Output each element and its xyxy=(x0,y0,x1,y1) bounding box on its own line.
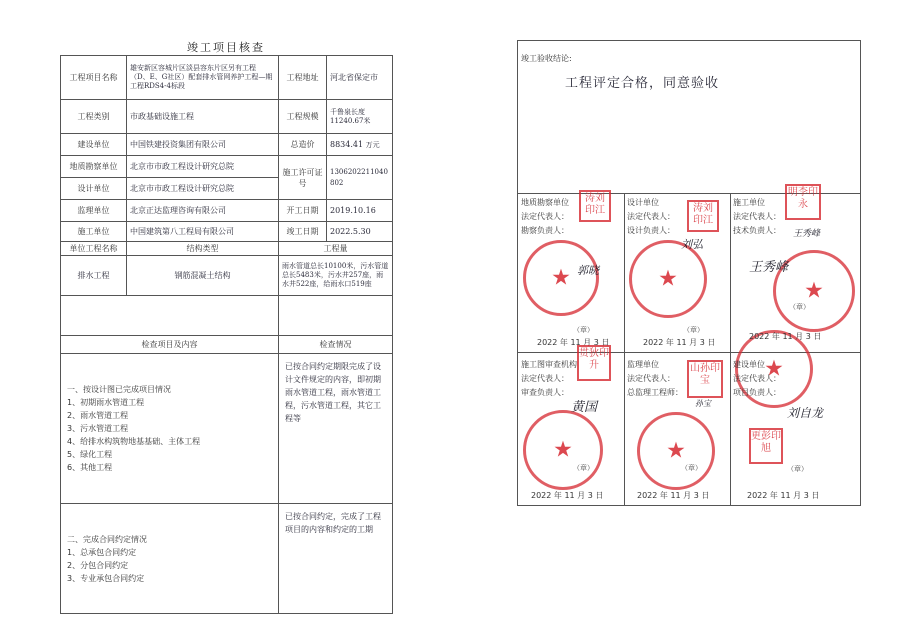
conclusion-value: 工程评定合格，同意验收 xyxy=(565,76,720,91)
design-company-seal: ★ xyxy=(629,240,707,318)
project-info-table xyxy=(60,55,393,614)
contractor-label: 施工单位 xyxy=(61,222,127,242)
design-legal-label: 法定代表人： xyxy=(627,212,675,221)
survey-date: 2022 年 11 月 3 日 xyxy=(537,338,610,347)
total-unit: 万元 xyxy=(365,140,380,149)
review-legal-label: 法定代表人： xyxy=(521,374,569,383)
address-value: 河北省保定市 xyxy=(327,56,393,100)
design-lead-signature: 刘弘 xyxy=(681,238,703,251)
construct-legal-signature: 王秀峰 xyxy=(749,260,789,275)
section1-items xyxy=(61,354,279,504)
design-unit-title: 设计单位 xyxy=(627,198,659,207)
section2-item: 2、分包合同约定 xyxy=(67,560,129,570)
survey-zhang: （章） xyxy=(573,326,594,334)
type-label: 工程类别 xyxy=(61,100,127,134)
check-status-header: 检查情况 xyxy=(279,336,393,354)
total-value: 8834.41 xyxy=(330,139,364,149)
survey-lead-label: 勘察负责人： xyxy=(521,226,569,235)
construct-unit-block xyxy=(733,196,781,238)
review-personal-seal: 贯狄印升 xyxy=(577,345,611,381)
section1-status: 已按合同约定期限完成了设计文件规定的内容，即初期雨水管道工程，雨水管道工程，污水管道工程，其它工程等 xyxy=(279,354,393,504)
build-unit-block xyxy=(733,358,781,400)
section2-item: 3、专业承包合同约定 xyxy=(67,573,145,583)
project-name-label: 工程项目名称 xyxy=(61,56,127,100)
permit-label: 施工许可证号 xyxy=(279,156,327,200)
quantity-value: 雨水管道总长10100米，污水管道总长5483米，污水井257座，雨水井522座，给雨水口519座 xyxy=(279,256,393,296)
build-unit-title: 建设单位 xyxy=(733,360,765,369)
construct-zhang: （章） xyxy=(789,303,810,311)
build-lead-label: 项目负责人： xyxy=(733,388,781,397)
design-zhang: （章） xyxy=(683,326,704,334)
supervisor-value: 北京正达监理咨询有限公司 xyxy=(127,200,279,222)
survey-personal-seal: 涛刘印江 xyxy=(579,190,611,222)
project-verification-form xyxy=(58,37,394,617)
finish-label: 竣工日期 xyxy=(279,222,327,242)
acceptance-conclusion-form xyxy=(517,40,861,506)
review-date: 2022 年 11 月 3 日 xyxy=(531,491,604,500)
build-date: 2022 年 11 月 3 日 xyxy=(747,491,820,500)
survey-legal-label: 法定代表人： xyxy=(521,212,569,221)
review-lead-label: 审查负责人： xyxy=(521,388,569,397)
finish-value: 2022.5.30 xyxy=(327,222,393,242)
type-value: 市政基础设施工程 xyxy=(127,100,279,134)
scale-value: 千鲁泉长度11240.67米 xyxy=(327,100,393,134)
scale-label: 工程规模 xyxy=(279,100,327,134)
section1-item: 6、其他工程 xyxy=(67,463,113,472)
survey-lead-signature: 郭晓 xyxy=(577,264,599,277)
section1-item: 4、给排水构筑物地基基础、主体工程 xyxy=(67,437,201,446)
structure-label: 结构类型 xyxy=(127,242,279,256)
construct-personal-seal: 明李印永 xyxy=(785,184,821,220)
contractor-value: 中国建筑第八工程局有限公司 xyxy=(127,222,279,242)
section1-item: 3、污水管道工程 xyxy=(67,424,129,433)
construct-unit-title: 施工单位 xyxy=(733,198,765,207)
supervise-personal-seal: 山孙印宝 xyxy=(687,360,723,398)
start-label: 开工日期 xyxy=(279,200,327,222)
build-legal-label: 法定代表人： xyxy=(733,374,781,383)
design-date: 2022 年 11 月 3 日 xyxy=(643,338,716,347)
section2-item: 1、总承包合同约定 xyxy=(67,547,137,557)
section1-item: 2、雨水管道工程 xyxy=(67,411,129,420)
design-label: 设计单位 xyxy=(61,178,127,200)
design-unit-block xyxy=(627,196,675,238)
section2-items xyxy=(61,504,279,614)
builder-label: 建设单位 xyxy=(61,134,127,156)
build-zhang: （章） xyxy=(787,465,808,473)
survey-company-seal: ★ xyxy=(523,240,599,316)
survey-value: 北京市市政工程设计研究总院 xyxy=(127,156,279,178)
quantity-label: 工程量 xyxy=(279,242,393,256)
section1-heading: 一、按设计图已完成项目情况 xyxy=(67,385,171,394)
design-lead-label: 设计负责人： xyxy=(627,226,675,235)
review-lead-signature: 黄国 xyxy=(571,400,598,415)
total-label: 总造价 xyxy=(279,134,327,156)
section2-heading: 二、完成合同约定情况 xyxy=(67,534,147,544)
survey-label: 地质勘察单位 xyxy=(61,156,127,178)
builder-value: 中国铁建投资集团有限公司 xyxy=(127,134,279,156)
review-zhang: （章） xyxy=(573,464,594,472)
supervise-legal-label: 法定代表人： xyxy=(627,374,675,383)
review-org-seal: ★ xyxy=(523,410,603,490)
design-value: 北京市市政工程设计研究总院 xyxy=(127,178,279,200)
section1-item: 5、绿化工程 xyxy=(67,450,113,459)
review-unit-title: 施工图审查机构 xyxy=(521,360,577,369)
build-company-seal: ★ xyxy=(735,330,813,408)
review-unit-block xyxy=(521,358,577,400)
design-personal-seal: 涛刘印江 xyxy=(687,200,719,232)
structure-value: 钢筋混凝土结构 xyxy=(127,256,279,296)
survey-unit-block xyxy=(521,196,569,238)
construction-company-seal: ★ xyxy=(773,250,855,332)
supervisor-label: 监理单位 xyxy=(61,200,127,222)
check-items-header: 检查项目及内容 xyxy=(61,336,279,354)
supervision-company-seal: ★ xyxy=(637,412,715,490)
construct-legal-label: 法定代表人： xyxy=(733,212,781,221)
project-name-value: 雄安新区容城片区淡县容东片区另有工程（D、E、G社区）配套排水管网养护工程—期工程RDS4-4标段 xyxy=(127,56,279,100)
conclusion-label: 竣工验收结论: xyxy=(521,54,572,63)
start-value: 2019.10.16 xyxy=(327,200,393,222)
supervise-date: 2022 年 11 月 3 日 xyxy=(637,491,710,500)
build-personal-seal: 更彭印旭 xyxy=(749,428,783,464)
supervise-unit-block xyxy=(627,358,683,400)
section2-status: 已按合同约定，完成了工程项目的内容和约定的工期 xyxy=(279,504,393,614)
survey-unit-title: 地质勘察单位 xyxy=(521,198,569,207)
permit-value: 1306202211040802 xyxy=(327,156,393,200)
construct-lead-label: 技术负责人： xyxy=(733,226,781,235)
build-lead-signature: 刘自龙 xyxy=(787,406,824,420)
section1-item: 1、初期雨水管道工程 xyxy=(67,398,145,407)
supervise-zhang: （章） xyxy=(681,464,702,472)
construct-date: 2022 年 11 月 3 日 xyxy=(749,332,822,341)
unit-project-label: 单位工程名称 xyxy=(61,242,127,256)
construct-lead-signature: 王秀峰 xyxy=(793,229,821,239)
supervise-lead-signature: 孙宝 xyxy=(695,399,711,408)
supervise-unit-title: 监理单位 xyxy=(627,360,659,369)
form-title: 竣工项目核查 xyxy=(187,41,265,54)
supervise-lead-label: 总监理工程师： xyxy=(627,388,683,397)
unit-project-value: 排水工程 xyxy=(61,256,127,296)
address-label: 工程地址 xyxy=(279,56,327,100)
